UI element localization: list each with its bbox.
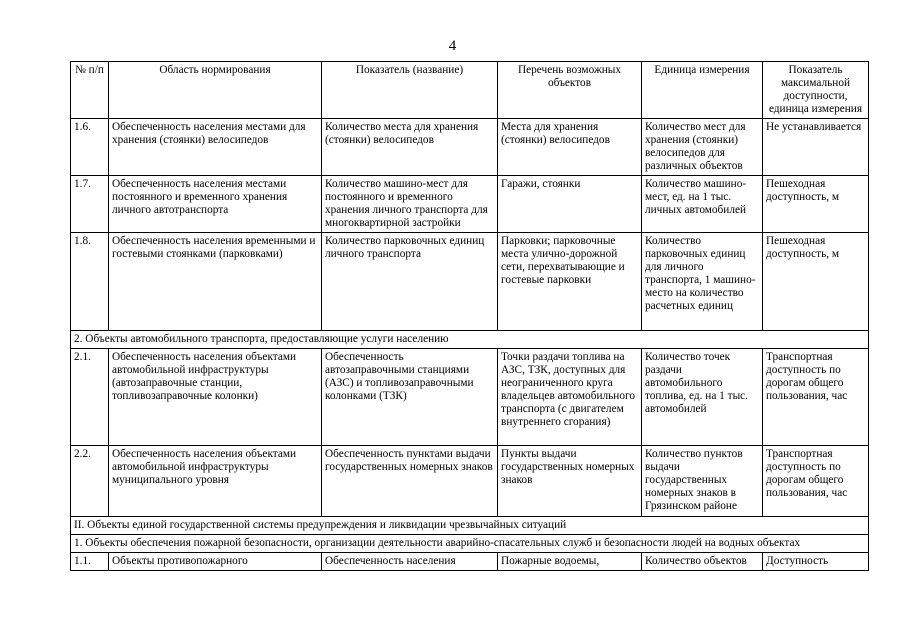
cell-unit: Количество машино-мест, ед. на 1 тыс. личных автомобилей [642,176,763,233]
cell-objects: Парковки; парковочные места улично-дорожной сети, перехватывающие и гостевые парковки [498,233,642,331]
cell-accessibility: Транспортная доступность по дорогам общего пользования, час [763,446,869,517]
cell-objects: Пункты выдачи государственных номерных знаков [498,446,642,517]
section-title: 2. Объекты автомобильного транспорта, предоставляющие услуги населению [71,331,869,349]
table-row [71,119,869,176]
cell-area: Объекты противопожарного [109,553,322,571]
cell-indicator: Обеспеченность населения [322,553,498,571]
table-row [71,553,869,571]
cell-number: 1.1. [71,553,109,571]
cell-unit: Количество парковочных единиц для личного транспорта, 1 машино-место на количество расчетных единиц [642,233,763,331]
cell-indicator: Обеспеченность автозаправочными станциями (АЗС) и топливозаправочными колонками (ТЗК) [322,349,498,446]
cell-unit: Количество объектов [642,553,763,571]
cell-number: 2.2. [71,446,109,517]
cell-accessibility: Пешеходная доступность, м [763,233,869,331]
header-unit: Единица измерения [642,62,763,119]
cell-accessibility: Пешеходная доступность, м [763,176,869,233]
cell-area: Обеспеченность населения объектами автомобильной инфраструктуры муниципального уровня [109,446,322,517]
cell-number: 1.6. [71,119,109,176]
section-title: II. Объекты единой государственной системы предупреждения и ликвидации чрезвычайных ситуаций [71,517,869,535]
section-row [71,517,869,535]
cell-objects: Пожарные водоемы, [498,553,642,571]
section-row [71,535,869,553]
cell-area: Обеспеченность населения местами постоянного и временного хранения личного автотранспорта [109,176,322,233]
table-header-row [71,62,869,119]
cell-indicator: Обеспеченность пунктами выдачи государственных номерных знаков [322,446,498,517]
header-area: Область нормирования [109,62,322,119]
cell-unit: Количество мест для хранения (стоянки) велосипедов для различных объектов [642,119,763,176]
cell-number: 2.1. [71,349,109,446]
page-number: 4 [448,38,457,54]
section-row [71,331,869,349]
cell-indicator: Количество машино-мест для постоянного и временного хранения личного транспорта для многоквартирной застройки [322,176,498,233]
cell-objects: Места для хранения (стоянки) велосипедов [498,119,642,176]
cell-indicator: Количество места для хранения (стоянки) велосипедов [322,119,498,176]
cell-number: 1.7. [71,176,109,233]
cell-accessibility: Не устанавливается [763,119,869,176]
table-row [71,349,869,446]
section-title: 1. Объекты обеспечения пожарной безопасности, организации деятельности аварийно-спасательных служб и безопасности людей на водных объектах [71,535,869,553]
table-row [71,233,869,331]
cell-objects: Гаражи, стоянки [498,176,642,233]
header-accessibility: Показатель максимальной доступности, единица измерения [763,62,869,119]
cell-area: Обеспеченность населения временными и гостевыми стоянками (парковками) [109,233,322,331]
header-indicator: Показатель (название) [322,62,498,119]
cell-number: 1.8. [71,233,109,331]
cell-accessibility: Транспортная доступность по дорогам общего пользования, час [763,349,869,446]
header-number: № п/п [71,62,109,119]
cell-indicator: Количество парковочных единиц личного транспорта [322,233,498,331]
cell-area: Обеспеченность населения объектами автомобильной инфраструктуры (автозаправочные станции, топливозаправочные колонки) [109,349,322,446]
cell-unit: Количество пунктов выдачи государственных номерных знаков в Грязинском районе [642,446,763,517]
table-row [71,446,869,517]
table-row [71,176,869,233]
cell-objects: Точки раздачи топлива на АЗС, ТЗК, доступных для неограниченного круга владельцев автомобильного транспорта (с двигателем внутреннего сгорания) [498,349,642,446]
cell-area: Обеспеченность населения местами для хранения (стоянки) велосипедов [109,119,322,176]
cell-unit: Количество точек раздачи автомобильного топлива, ед. на 1 тыс. автомобилей [642,349,763,446]
cell-accessibility: Доступность [763,553,869,571]
norms-table [70,61,869,571]
header-objects: Перечень возможных объектов [498,62,642,119]
